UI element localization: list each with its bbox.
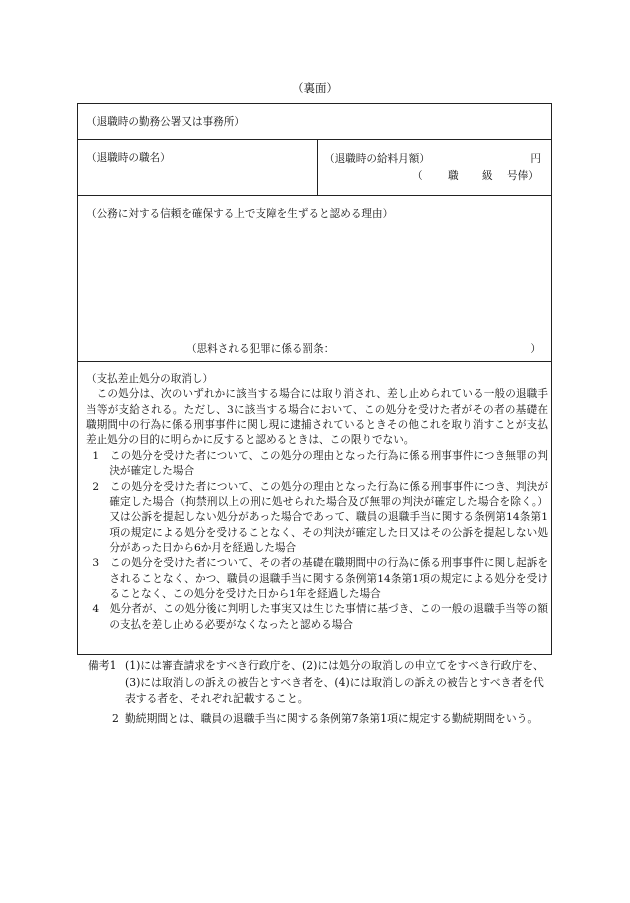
remark-1-text: (1)には審査請求をすべき行政庁を、(2)には処分の取消しの申立てをすべき行政庁を、(3)には取消しの訴えの被告とすべき者を、(4)には取消しの訴えの被告とすべき者を代表する者を、それぞれ記載すること。 [125, 659, 544, 706]
yen-unit: 円 [530, 153, 541, 165]
remark-2-text: 勤続期間とは、職員の退職手当に関する条例第7条第1項に規定する勤続期間をいう。 [125, 712, 539, 726]
position-label: （退職時の職名） [86, 152, 171, 164]
page-heading: （裏面） [292, 81, 338, 95]
remark-label: 備考1 [88, 659, 117, 672]
remark-2 [88, 711, 554, 728]
grade-gohou: 号俸） [507, 170, 539, 182]
cancellation-title: （支払差止処分の取消し） [86, 373, 214, 385]
form-table [77, 103, 552, 655]
office-label: （退職時の勤務公署又は事務所） [86, 116, 245, 128]
cancellation-item-2: 2 この処分を受けた者について、この処分の理由となった行為に係る刑事事件につき、判決が確定した場合（拘禁刑以上の刑に処せられた場合及び無罪の判決が確定した場合を除く。）又は公訴を提起しない処分があった場合であって、職員の退職手当に関する条例第14条第1項の規定による処分を受けることなく、その判決が確定した日又はその公訴を提起しない処分があった日から6か月を経過した場合 [92, 480, 548, 554]
remarks [88, 658, 554, 728]
crime-close-paren: ） [530, 343, 541, 355]
position-salary-row [78, 140, 551, 196]
remark-1 [88, 658, 554, 708]
cancellation-content [86, 372, 548, 633]
grade-kyu: 級 [482, 170, 493, 182]
salary-label: （退職時の給料月額） [324, 153, 430, 165]
office-row [78, 104, 551, 140]
reason-label: （公務に対する信頼を確保する上で支障を生ずると認める理由） [86, 208, 394, 220]
reason-row [78, 196, 551, 362]
grade-shoku: 職 [448, 170, 459, 182]
remark-2-number: 2 [112, 712, 119, 726]
crime-label: （思料される犯罪に係る罰条： [186, 343, 335, 355]
cancellation-item-3: 3 この処分を受けた者について、その者の基礎在職期間中の行為に係る刑事事件に関し起訴をされることなく、かつ、職員の退職手当に関する条例第14条第1項の規定による処分を受けることなく、この処分を受けた日から1年を経過した場合 [92, 557, 548, 601]
cell-divider [317, 140, 318, 195]
cancellation-row [78, 362, 551, 656]
cancellation-item-4: 4 処分者が、この処分後に判明した事実又は生じた事情に基づき、この一般の退職手当等の額の支払を差し止める必要がなくなったと認める場合 [92, 603, 548, 631]
cancellation-item-1: 1 この処分を受けた者について、この処分の理由となった行為に係る刑事事件につき無罪の判決が確定した場合 [92, 449, 548, 478]
grade-open-paren: （ [412, 170, 423, 182]
cancellation-intro: この処分は、次のいずれかに該当する場合には取り消され、差し止められている一般の退職手当等が支給される。ただし、3に該当する場合において、この処分を受けた者がその者の基礎在職期間中の行為に係る刑事事件に関し現に逮捕されているときその他これを取り消すことが支払差止処分の目的に明らかに反すると認めるときは、この限りでない。 [86, 388, 548, 447]
